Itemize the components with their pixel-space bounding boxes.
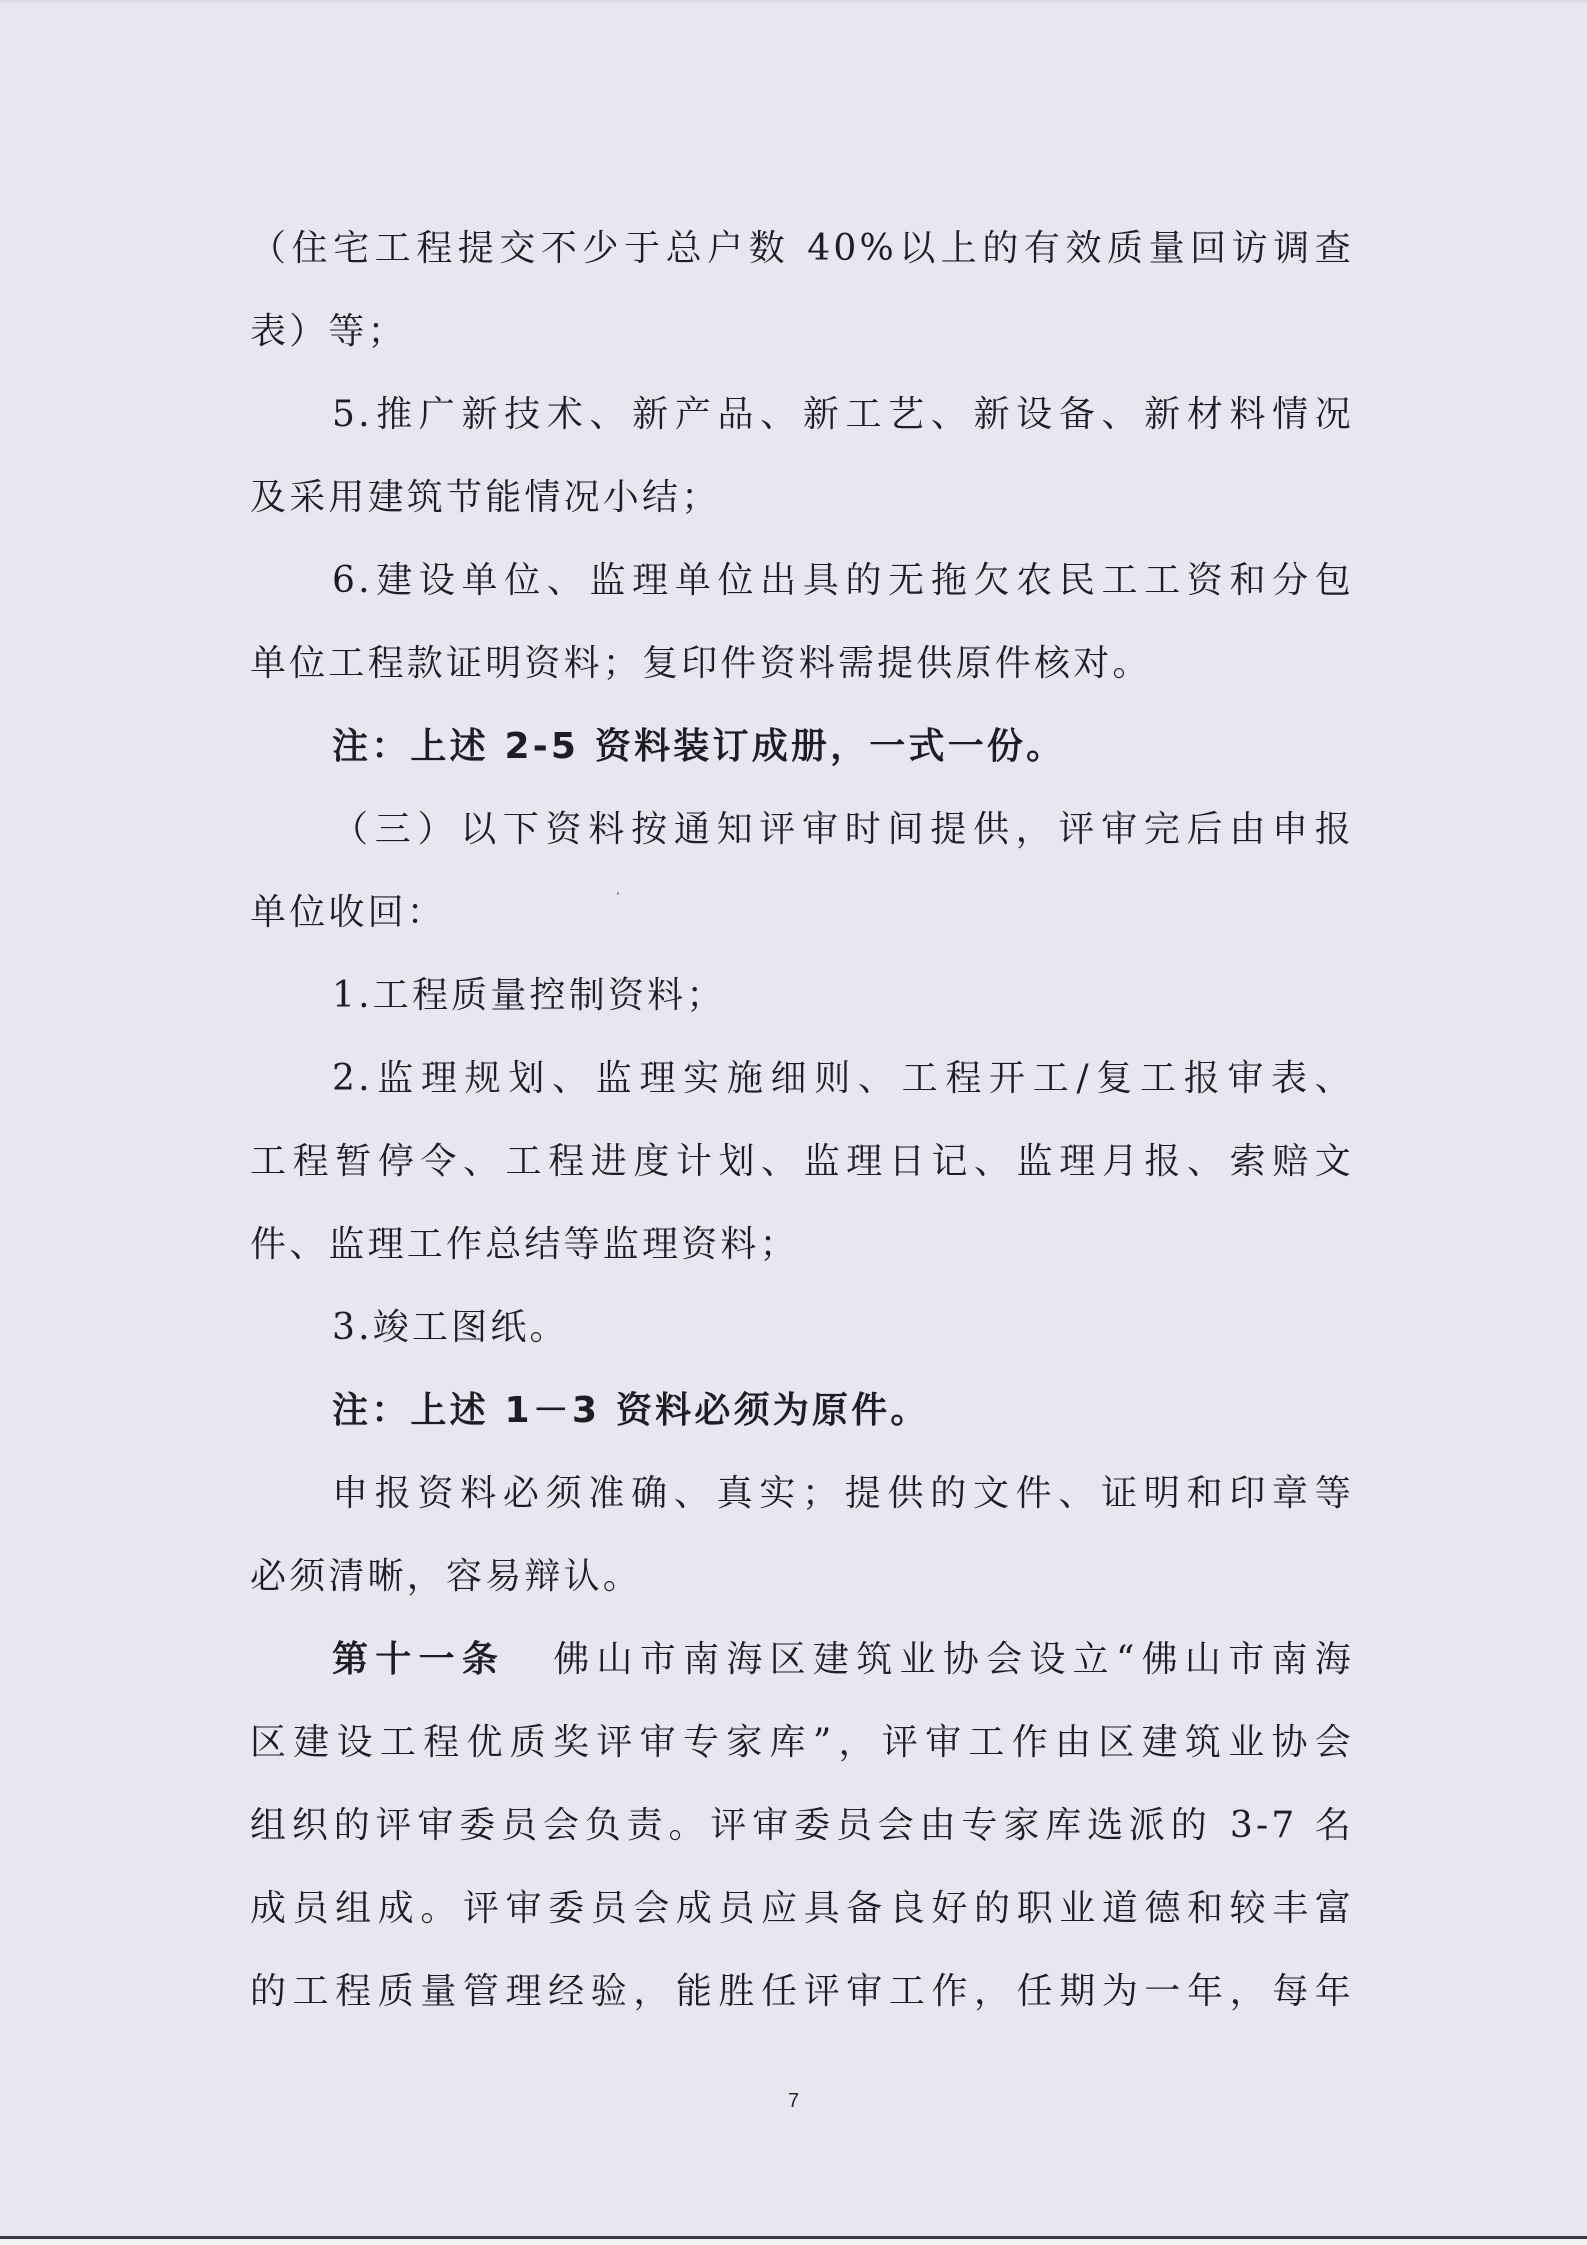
scan-bottom-strip [0, 2239, 1587, 2245]
text-line: 单位工程款证明资料；复印件资料需提供原件核对。 [250, 643, 1152, 684]
paragraph-housing-survey [250, 224, 1354, 390]
note-binding [250, 722, 1354, 805]
text-line: 工程暂停令、工程进度计划、监理日记、监理月报、索赔文 [250, 1141, 1354, 1182]
article-11 [250, 1635, 1354, 2050]
text-line: 及采用建筑节能情况小结； [250, 477, 721, 518]
scan-top-edge [0, 0, 1587, 4]
text-line: 的工程质量管理经验，能胜任评审工作，任期为一年，每年 [250, 1971, 1354, 2012]
note-line: 注：上述 1－3 资料必须为原件。 [332, 1390, 930, 1431]
text-line: 2.监理规划、监理实施细则、工程开工/复工报审表、 [332, 1058, 1354, 1099]
text-line: 成员组成。评审委员会成员应具备良好的职业道德和较丰富 [250, 1888, 1354, 1929]
paragraph-item-1 [250, 971, 1354, 1054]
paragraph-item-6 [250, 556, 1354, 722]
text-line: 3.竣工图纸。 [332, 1307, 569, 1348]
note-originals [250, 1386, 1354, 1469]
article-text: 佛山市南海区建筑业协会设立“佛山市南海 [549, 1639, 1354, 1680]
page-body [250, 224, 1354, 2050]
paragraph-accuracy [250, 1469, 1354, 1635]
note-line: 注：上述 2-5 资料装订成册，一式一份。 [332, 726, 1066, 767]
article-11-first-line [250, 1635, 1354, 1718]
text-line: 必须清晰，容易辩认。 [250, 1556, 643, 1597]
paragraph-item-2 [250, 1054, 1354, 1303]
page-number: 7 [787, 2090, 800, 2112]
text-line: 5.推广新技术、新产品、新工艺、新设备、新材料情况 [332, 394, 1354, 435]
paragraph-section-three [250, 805, 1354, 971]
text-line: 1.工程质量控制资料； [332, 975, 726, 1016]
scan-speck [617, 892, 619, 895]
paragraph-item-3 [250, 1303, 1354, 1386]
text-line: 单位收回： [250, 892, 447, 933]
text-line: 组织的评审委员会负责。评审委员会由专家库选派的 3-7 名 [250, 1805, 1354, 1846]
text-line: 表）等； [250, 311, 407, 352]
text-line: 区建设工程优质奖评审专家库”，评审工作由区建筑业协会 [250, 1722, 1354, 1763]
paragraph-item-5 [250, 390, 1354, 556]
text-line: 申报资料必须准确、真实；提供的文件、证明和印章等 [332, 1473, 1354, 1514]
text-line: 件、监理工作总结等监理资料； [250, 1224, 799, 1265]
article-label: 第十一条 [332, 1639, 506, 1680]
text-line: 6.建设单位、监理单位出具的无拖欠农民工工资和分包 [332, 560, 1354, 601]
text-line: （住宅工程提交不少于总户数 40%以上的有效质量回访调查 [250, 228, 1354, 269]
text-line: （三）以下资料按通知评审时间提供，评审完后由申报 [332, 809, 1354, 850]
